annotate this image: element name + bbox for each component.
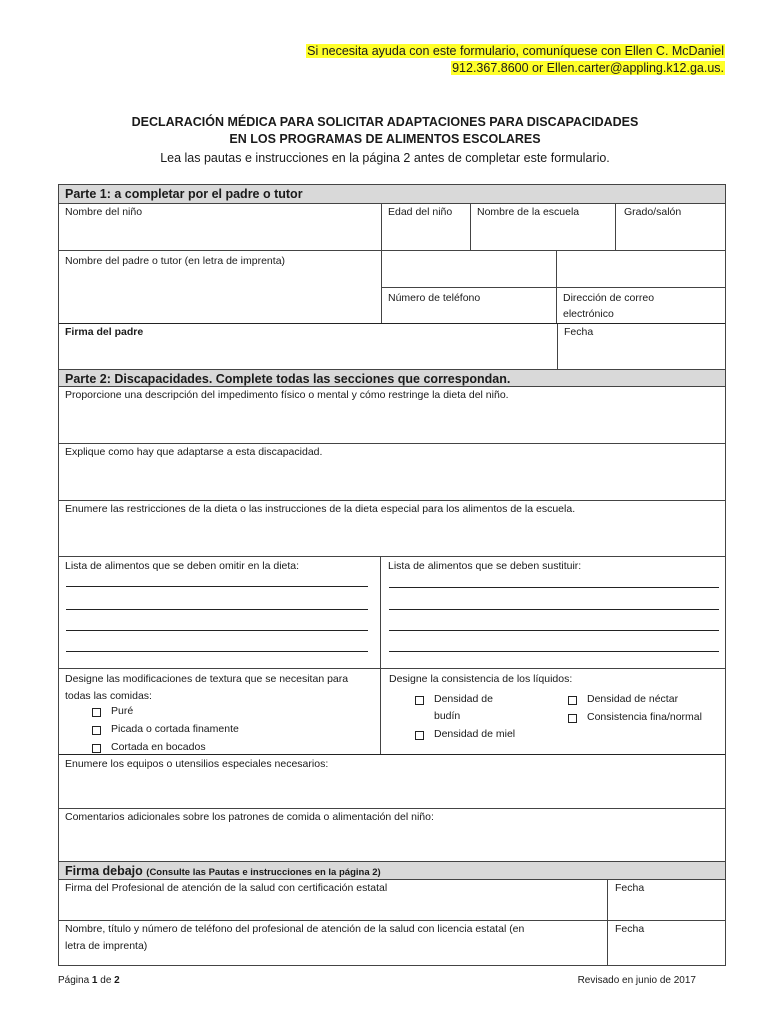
honey-thick-label: Densidad de miel (434, 728, 516, 740)
email-label (563, 290, 654, 322)
substitute-line (389, 651, 719, 652)
pudding-thick-checkbox[interactable] (415, 696, 424, 705)
finely-chopped-checkbox[interactable] (92, 726, 101, 735)
nectar-thick-label: Densidad de néctar (587, 693, 679, 705)
honey-thick-checkbox[interactable] (415, 731, 424, 740)
accommodation-field[interactable] (59, 444, 725, 501)
omit-line (66, 651, 368, 652)
thin-regular-checkbox[interactable] (568, 714, 577, 723)
bite-size-label: Cortada en bocados (111, 741, 206, 753)
professional-signature-field[interactable] (59, 880, 607, 921)
parent-name-label: Nombre del padre o tutor (en letra de imprenta) (65, 255, 286, 267)
substitute-line (389, 630, 719, 631)
professional-date-field[interactable] (607, 880, 725, 921)
texture-label-line2: todas las comidas: (65, 690, 152, 702)
omit-line (66, 630, 368, 631)
grade-room-label: Grado/salón (624, 206, 682, 218)
child-name-label: Nombre del niño (65, 206, 143, 218)
parent-name-field[interactable] (59, 251, 381, 324)
pudding-thick-label (434, 691, 493, 725)
child-info-row (59, 204, 725, 251)
phone-input-box[interactable] (381, 251, 557, 288)
omit-line (66, 586, 368, 587)
part1-header: Parte 1: a completar por el padre o tutor (59, 185, 725, 204)
restrictions-label: Enumere las restricciones de la dieta o las instrucciones de la dieta especial para los alimentos de la escuela. (65, 503, 576, 515)
impairment-label: Proporcione una descripción del impedimento físico o mental y cómo restringe la dieta del niño. (65, 389, 509, 401)
form-title-line2: EN LOS PROGRAMAS DE ALIMENTOS ESCOLARES (229, 132, 541, 146)
equipment-label: Enumere los equipos o utensilios especiales necesarios: (65, 758, 329, 770)
help-notice-line2: 912.367.8600 or Ellen.carter@appling.k12.ga.us. (452, 61, 724, 75)
professional-info-label-line2: letra de imprenta) (65, 940, 148, 952)
texture-label (65, 671, 348, 705)
signature-header-title: Firma debajo (65, 864, 143, 878)
form-frame (58, 184, 726, 966)
parent-signature-label: Firma del padre (65, 326, 144, 338)
email-label-line1: Dirección de correo (563, 292, 655, 304)
professional-info-label-line1: Nombre, título y número de teléfono del profesional de atención de la salud con licencia estatal (en (65, 923, 525, 935)
restrictions-field[interactable] (59, 501, 725, 557)
finely-chopped-label: Picada o cortada finamente (111, 723, 239, 735)
email-input-box[interactable] (557, 251, 725, 288)
school-name-label: Nombre de la escuela (477, 206, 580, 218)
impairment-field[interactable] (59, 387, 725, 444)
omit-foods-label: Lista de alimentos que se deben omitir en la dieta: (65, 560, 300, 572)
nectar-thick-checkbox[interactable] (568, 696, 577, 705)
form-subtitle: Lea las pautas e instrucciones en la página 2 antes de completar este formulario. (160, 151, 610, 165)
omit-foods-field[interactable] (59, 557, 381, 669)
parent-date-field[interactable] (557, 324, 725, 369)
thin-regular-label: Consistencia fina/normal (587, 711, 702, 723)
substitute-foods-field[interactable] (381, 557, 725, 669)
part2-header: Parte 2: Discapacidades. Complete todas las secciones que correspondan. (59, 369, 725, 387)
form-title (0, 114, 770, 148)
email-label-cell (557, 288, 725, 324)
parent-signature-field[interactable] (59, 324, 557, 369)
substitute-line (389, 587, 719, 588)
puree-label: Puré (111, 705, 134, 717)
help-notice (306, 43, 725, 77)
texture-section (59, 669, 381, 755)
page-mid: de (97, 975, 115, 986)
accommodation-label: Explique como hay que adaptarse a esta discapacidad. (65, 446, 323, 458)
phone-label-cell (381, 288, 557, 324)
signature-header (59, 861, 725, 880)
email-label-line2: electrónico (563, 308, 614, 320)
school-name-field[interactable] (471, 204, 616, 250)
substitute-line (389, 609, 719, 610)
comments-label: Comentarios adicionales sobre los patrones de comida o alimentación del niño: (65, 811, 434, 823)
phone-label: Número de teléfono (388, 292, 481, 304)
parent-date-label: Fecha (564, 326, 594, 338)
professional-date-label: Fecha (615, 882, 645, 894)
equipment-field[interactable] (59, 755, 725, 809)
pudding-thick-label-line1: Densidad de (434, 693, 493, 705)
page-total: 2 (114, 975, 120, 986)
liquids-section (381, 669, 725, 755)
page-current: 1 (91, 975, 98, 986)
professional-info-field[interactable] (59, 921, 607, 965)
child-age-field[interactable] (381, 204, 471, 250)
omit-line (66, 609, 368, 610)
professional-info-date-field[interactable] (607, 921, 725, 965)
texture-label-line1: Designe las modificaciones de textura que se necesitan para (65, 673, 349, 685)
substitute-foods-label: Lista de alimentos que se deben sustituir: (388, 560, 582, 572)
child-age-label: Edad del niño (388, 206, 453, 218)
puree-checkbox[interactable] (92, 708, 101, 717)
liquids-label: Designe la consistencia de los líquidos: (389, 673, 573, 685)
professional-signature-label: Firma del Profesional de atención de la salud con certificación estatal (65, 882, 388, 894)
form-title-line1: DECLARACIÓN MÉDICA PARA SOLICITAR ADAPTACIONES PARA DISCAPACIDADES (131, 115, 639, 129)
revision-date: Revisado en junio de 2017 (577, 975, 696, 986)
professional-info-label (65, 921, 524, 955)
pudding-thick-label-line2: budín (434, 710, 461, 722)
grade-room-field[interactable] (616, 204, 725, 250)
professional-info-date-label: Fecha (615, 923, 645, 935)
child-name-field[interactable] (59, 204, 381, 250)
page-number (58, 975, 120, 986)
signature-header-note: (Consulte las Pautas e instrucciones en la página 2) (146, 867, 381, 878)
page-prefix: Página (58, 975, 92, 986)
help-notice-line1: Si necesita ayuda con este formulario, comuníquese con Ellen C. McDaniel (307, 44, 724, 58)
bite-size-checkbox[interactable] (92, 744, 101, 753)
comments-field[interactable] (59, 809, 725, 861)
